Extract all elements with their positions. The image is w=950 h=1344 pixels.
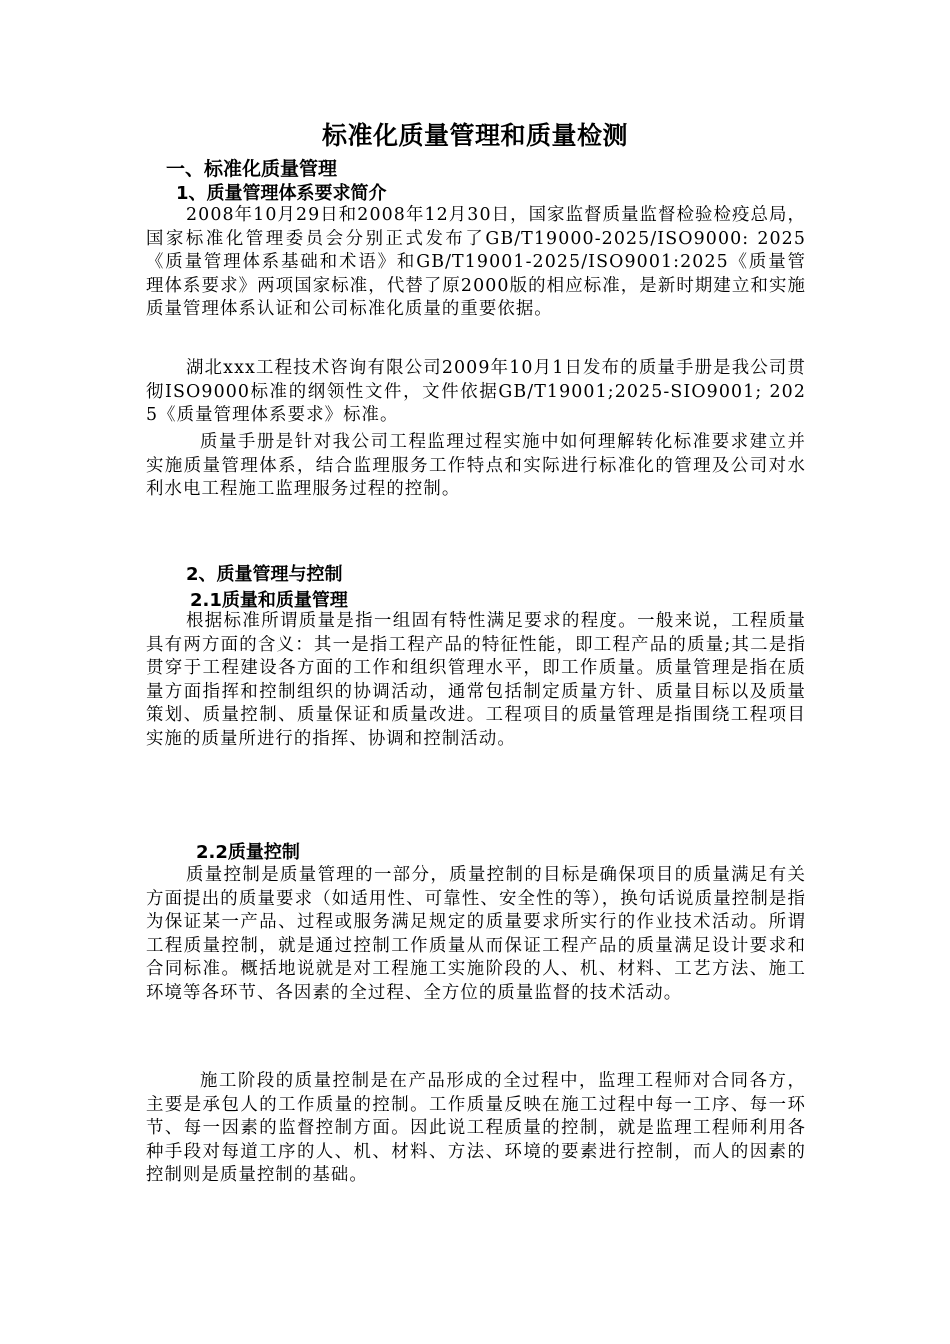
paragraph-2-1: 根据标准所谓质量是指一组固有特性满足要求的程度。一般来说，工程质量具有两方面的含义：其一是指工程产品的特征性能，即工程产品的质量;其二是指贯穿于工程建设各方面的工作和组织管理水平，即工作质量。质量管理是指在质量方面指挥和控制组织的协调活动，通常包括制定质量方针、质量目标以及质量策划、质量控制、质量保证和质量改进。工程项目的质量管理是指围绕工程项目实施的质量所进行的指挥、协调和控制活动。 — [146, 611, 806, 749]
subsection-heading-2-1: 2.1质量和质量管理 — [190, 590, 348, 611]
subsection-heading-2-2: 2.2质量控制 — [196, 842, 300, 863]
document-title: 标准化质量管理和质量检测 — [321, 121, 628, 150]
paragraph-1-2: 湖北xxx工程技术咨询有限公司2009年10月1日发布的质量手册是我公司贯彻ISO9000标准的纲领性文件，文件依据GB/T19001;2025-SIO9001; 2025《质量管理体系要求》标准。 — [146, 358, 806, 426]
subsection-heading-1: 1、质量管理体系要求简介 — [176, 183, 387, 204]
paragraph-2-2-2: 施工阶段的质量控制是在产品形成的全过程中，监理工程师对合同各方，主要是承包人的工作质量的控制。工作质量反映在施工过程中每一工序、每一环节、每一因素的监督控制方面。因此说工程质量的控制，就是监理工程师利用各种手段对每道工序的人、机、材料、方法、环境的要素进行控制，而人的因素的控制则是质量控制的基础。 — [146, 1071, 806, 1186]
paragraph-1-3: 质量手册是针对我公司工程监理过程实施中如何理解转化标准要求建立并实施质量管理体系，结合监理服务工作特点和实际进行标准化的管理及公司对水利水电工程施工监理服务过程的控制。 — [146, 432, 806, 500]
section-heading-1: 一、标准化质量管理 — [166, 158, 338, 180]
subsection-heading-2: 2、质量管理与控制 — [186, 564, 343, 585]
paragraph-1-1: 2008年10月29日和2008年12月30日，国家监督质量监督检验检疫总局，国家标准化管理委员会分别正式发布了GB/T19000-2025/ISO9000: 2025《质量管理体系基础和术语》和GB/T19001-2025/ISO9001:2025《质量管理体系要求》两项国家标准，代替了原2000版的相应标准，是新时期建立和实施质量管理体系认证和公司标准化质量的重要依据。 — [146, 205, 806, 320]
paragraph-2-2-1: 质量控制是质量管理的一部分，质量控制的目标是确保项目的质量满足有关方面提出的质量要求（如适用性、可靠性、安全性的等），换句话说质量控制是指为保证某一产品、过程或服务满足规定的质量要求所实行的作业技术活动。所谓工程质量控制，就是通过控制工作质量从而保证工程产品的质量满足设计要求和合同标准。概括地说就是对工程施工实施阶段的人、机、材料、工艺方法、施工环境等各环节、各因素的全过程、全方位的质量监督的技术活动。 — [146, 865, 806, 1003]
